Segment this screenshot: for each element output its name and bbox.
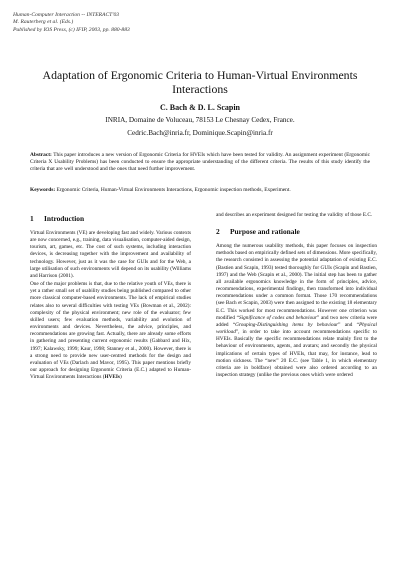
criterion-name: Significance of codes and behaviour (238, 314, 317, 321)
paragraph-text: ) (119, 374, 122, 381)
right-column (216, 212, 377, 379)
abstract (30, 152, 370, 173)
paragraph (30, 281, 191, 381)
publication-line-2: M. Rauterberg et al. (Eds.) (13, 19, 74, 26)
publication-line-1: Human-Computer Interaction -- INTERACT'03 (13, 12, 120, 18)
abstract-text: This paper introduces a new version of Ergonomic Criteria for HVEIs which have been tested for validity. An assignment experiment (Ergonomic Criteria X Usability Problems) has been conducted to ensure the appropriate understanding of the different criteria. The results of this study identify the criteria that are well understood and the ones that need further improvement. (30, 152, 370, 173)
criterion-name: Grouping-Distinguishing items by behaviour (235, 321, 339, 328)
section-heading-introduction (30, 214, 191, 223)
section-title: Purpose and rationale (230, 227, 300, 237)
author-emails: Cedric.Bach@inria.fr, Dominique.Scapin@inria.fr (127, 129, 273, 137)
paragraph-text: ”, in order to take into account recommendations specific to HVEIs. Basically the specific recommendations relate mainly first to the behaviour of environments, agents, and avatars; and secondly the physical implications of certain types of HVEIs, that may, for instance, lead to motion sickness. The “new” 20 E.C. (see Table 1, in which elementary criteria are in boldface) obtained were also ordered according to an inspection strategy (unlike the previous ones which were ordered (216, 329, 377, 378)
paragraph-text: One of the major problems is that, due to the relative youth of VEs, there is yet a rather small set of usability studies being published compared to other more classical computer-based environments. The lack of empirical studies relates also to several difficulties with testing VEs (Bowman et al., 2002): complexity of the physical environment; new role of the evaluator; few skilled users; few evaluation methods, variability and evolution of environments and devices. Nevertheless, the advice, principles, and recommendations are growing fast. Actually, there are already some efforts in gathering and presenting current ergonomic results (Gabbard and Hix, 1997; Kalawsky, 1999; Kaur, 1998; Stanney et al., 2000). However, there is a strong need to provide new user-centred methods for the design and evaluation of VEs (Darlach and Mavor, 1995). This paper mentions briefly our approach for designing Ergonomic Criteria (E.C.) adapted to Human-Virtual Environments Interactions ( (30, 281, 191, 381)
paper-title: Adaptation of Ergonomic Criteria to Human-Virtual Environments Interactions (42, 68, 358, 96)
keywords-text: Ergonomic Criteria, Human-Virtual Environments Interactions, Ergonomic inspection methods, Experiment. (55, 187, 291, 193)
abstract-label: Abstract: (30, 152, 52, 158)
left-column (30, 206, 191, 381)
paragraph: Virtual Environments (VE) are developing fast and widely. Various contexts are now concerned, e.g., training, data visualisation, computer-aided design, tourism, art, games, etc. The cost of such systems, including interaction devices, is decreasing together with the improvement and availability of technology. However, just as it was the case for GUIs and for the Web, a large utilisation of such environments will depend on its usability (Williams and Harrison (2001). (30, 230, 191, 279)
paper-authors: C. Bach & D. L. Scapin (159, 103, 240, 112)
paragraph: and describes an experiment designed for testing the validity of those E.C. (216, 212, 373, 218)
acronym-hveis: HVEIs (104, 374, 120, 381)
paragraph-text: ” and “ (338, 321, 359, 328)
section-heading-purpose (216, 227, 377, 236)
publication-header (13, 12, 130, 34)
section-title: Introduction (44, 214, 85, 223)
publication-line-3: Published by IOS Press, (c) IFIP, 2003, pp. 880-883 (13, 26, 130, 33)
paragraph-text: ” and two new criteria were added “ (216, 314, 377, 328)
author-affiliation: INRIA, Domaine de Voluceau, 78153 Le Chesnay Cedex, France. (105, 116, 295, 124)
keywords-label: Keywords: (30, 187, 56, 193)
paragraph (216, 243, 377, 379)
paragraph-text: Among the numerous usability methods, this paper focuses on inspection methods based on empirically defined sets of dimensions. More specifically, the research consisted in assessing the potential adaptation of existing E.C. (Bastien and Scapin, 1993) tested thoroughly for GUIs (Scapin and Bastien, 1997) and the Web (Scapin et al., 2000). The initial step has been to gather all available ergonomics knowledge in the form of principles, advice, recommendations, experimental findings, then transformed into individual recommendations under a common format. Those 170 recommendations (see Bach et Scapin, 2003) were then assigned to the existing 18 elementary E.C. This worked for most recommendations. However one criterion was modified “ (216, 243, 377, 321)
criterion-name: Physical workload (216, 321, 378, 336)
section-number: 1 (30, 214, 34, 223)
section-number: 2 (216, 227, 220, 237)
keywords (30, 187, 370, 194)
